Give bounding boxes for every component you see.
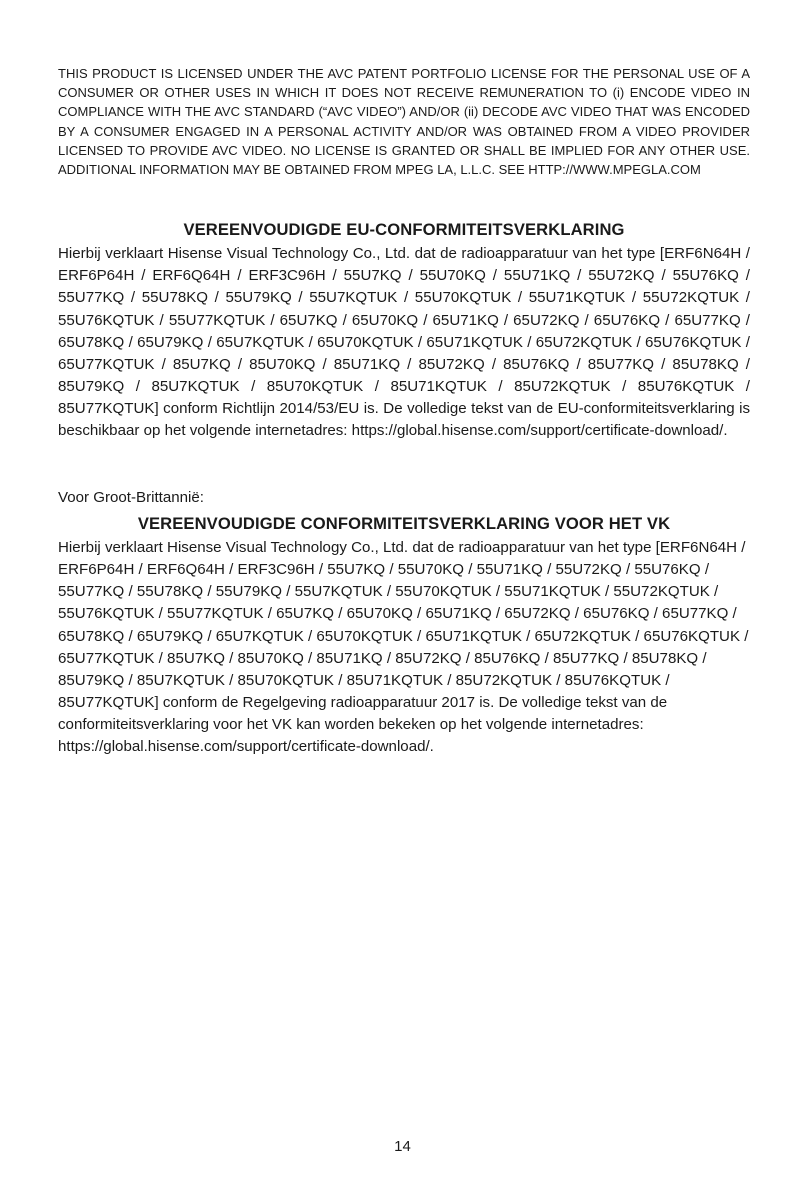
avc-license-notice: THIS PRODUCT IS LICENSED UNDER THE AVC PATENT PORTFOLIO LICENSE FOR THE PERSONAL USE OF A CONSUMER OR OTHER USES IN WHICH IT DOES NOT RECEIVE REMUNERATION TO (i) ENCODE VIDEO IN COMPLIANCE WITH THE AVC STANDARD (“AVC VIDEO”) AND/OR (ii) DECODE AVC VIDEO THAT WAS ENCODED BY A CONSUMER ENGAGED IN A PERSONAL ACTIVITY AND/OR WAS OBTAINED FROM A VIDEO PROVIDER LICENSED TO PROVIDE AVC VIDEO. NO LICENSE IS GRANTED OR SHALL BE IMPLIED FOR ANY OTHER USE. ADDITIONAL INFORMATION MAY BE OBTAINED FROM MPEG LA, L.L.C. SEE HTTP://WWW.MPEGLA.COM bbox=[58, 66, 750, 178]
page-number: 14 bbox=[394, 1138, 411, 1155]
uk-declaration-body: Hierbij verklaart Hisense Visual Technology Co., Ltd. dat de radioapparatuur van het type [ERF6N64H / ERF6P64H / ERF6Q64H / ERF3C96H / 55U7KQ / 55U70KQ / 55U71KQ / 55U72KQ / 55U76KQ / 55U77KQ / 55U78KQ / 55U79KQ / 55U7KQTUK / 55U70KQTUK / 55U71KQTUK / 55U72KQTUK / 55U76KQTUK / 55U77KQTUK / 65U7KQ / 65U70KQ / 65U71KQ / 65U72KQ / 65U76KQ / 65U77KQ / 65U78KQ / 65U79KQ / 65U7KQTUK / 65U70KQTUK / 65U71KQTUK / 65U72KQTUK / 65U76KQTUK / 65U77KQTUK / 85U7KQ / 85U70KQ / 85U71KQ / 85U72KQ / 85U76KQ / 85U77KQ / 85U78KQ / 85U79KQ / 85U7KQTUK / 85U70KQTUK / 85U71KQTUK / 85U72KQTUK / 85U76KQTUK / 85U77KQTUK] conform de Regelgeving radioapparatuur 2017 is. De volledige tekst van de conformiteitsverklaring voor het VK kan worden bekeken op het volgende internetadres: https://global.hisense.com/support/certificate-download/. bbox=[58, 539, 749, 755]
great-britain-label: Voor Groot-Brittannië: bbox=[58, 489, 204, 507]
document-page bbox=[58, 64, 750, 758]
eu-declaration-body: Hierbij verklaart Hisense Visual Technology Co., Ltd. dat de radioapparatuur van het type [ERF6N64H / ERF6P64H / ERF6Q64H / ERF3C96H / 55U7KQ / 55U70KQ / 55U71KQ / 55U72KQ / 55U76KQ / 55U77KQ / 55U78KQ / 55U79KQ / 55U7KQTUK / 55U70KQTUK / 55U71KQTUK / 55U72KQTUK / 55U76KQTUK / 55U77KQTUK / 65U7KQ / 65U70KQ / 65U71KQ / 65U72KQ / 65U76KQ / 65U77KQ / 65U78KQ / 65U79KQ / 65U7KQTUK / 65U70KQTUK / 65U71KQTUK / 65U72KQTUK / 65U76KQTUK / 65U77KQTUK / 85U7KQ / 85U70KQ / 85U71KQ / 85U72KQ / 85U76KQ / 85U77KQ / 85U78KQ / 85U79KQ / 85U7KQTUK / 85U70KQTUK / 85U71KQTUK / 85U72KQTUK / 85U76KQTUK / 85U77KQTUK] conform Richtlijn 2014/53/EU is. De volledige tekst van de EU-conformiteitsverklaring is beschikbaar op het volgende internetadres: https://global.hisense.com/support/certificate-download/. bbox=[58, 245, 750, 439]
eu-declaration-heading: VEREENVOUDIGDE EU-CONFORMITEITSVERKLARING bbox=[183, 220, 625, 240]
uk-declaration-heading: VEREENVOUDIGDE CONFORMITEITSVERKLARING VOOR HET VK bbox=[137, 514, 671, 534]
